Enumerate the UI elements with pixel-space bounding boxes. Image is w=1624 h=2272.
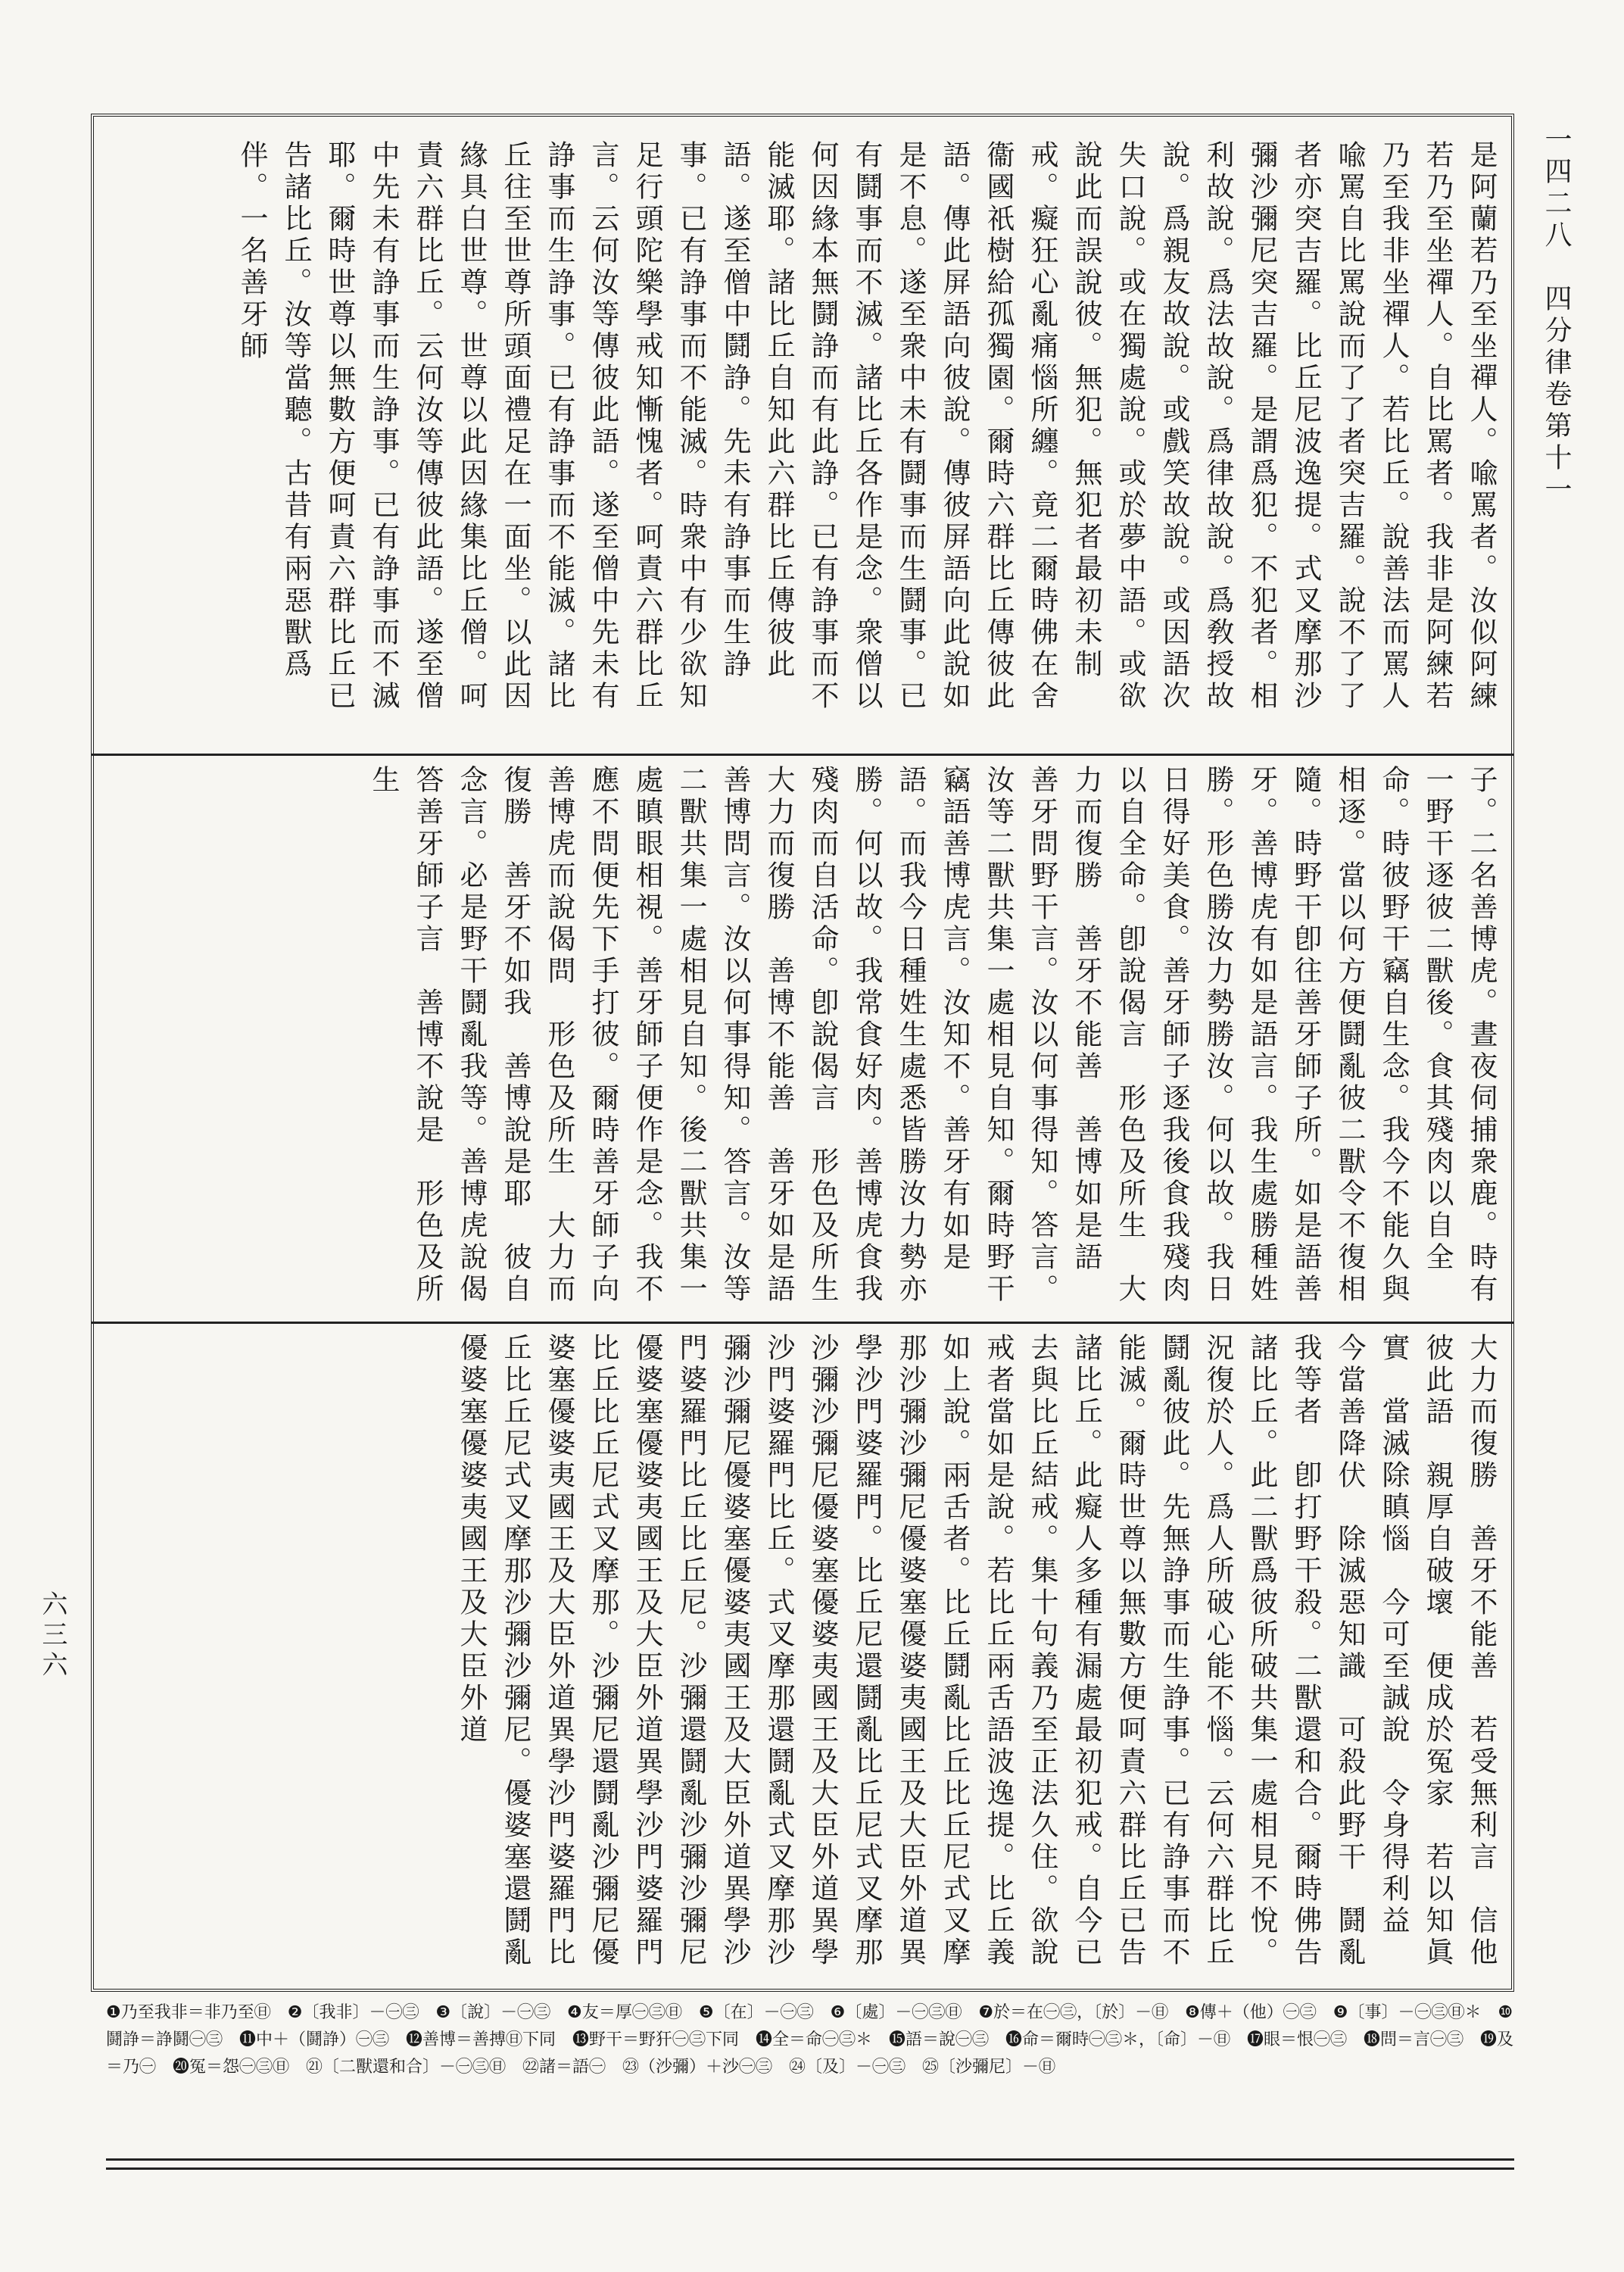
volume-title: 四分律卷第十一 [1541,284,1572,507]
text-block-middle: 子。二名善博虎。晝夜伺捕衆鹿。時有一野干逐彼二獸後。食其殘肉以自全命。時彼野干竊自生念。我今不能久與相逐。當以何方便鬪亂彼二獸令不復相隨。時野干卽往善牙師子所。如是語善牙。善博虎有如是語言。我生處勝種姓勝。形色勝汝力勢勝汝。何以故。我日日得好美食。善牙師子逐我後食我殘肉以自全命。卽說偈言 形色及所生 大力而復勝 善牙不能善 善博如是語 善牙問野干言。汝以何事得知。答言。汝等二獸共集一處相見自知。爾時野干竊語善博虎言。汝知不。善牙有如是語。而我今日種姓生處悉皆勝汝力勢亦勝。何以故。我常食好肉。善博虎食我殘肉而自活命。卽說偈言 形色及所生 大力而復勝 善博不能善 善牙如是語 善博問言。汝以何事得知。答言。汝等二獸共集一處相見自知。後二獸共集一處瞋眼相視。善牙師子便作是念。我不應不問便先下手打彼。爾時善牙師子向善博虎而說偈問 形色及所生 大力而復勝 善牙不如我 善博說是耶 彼自念言。必是野干鬪亂我等。善博虎說偈答善牙師子言 善博不說是 形色及所生 [367,765,1498,1337]
page-header-number-title [1537,125,1576,507]
textual-notes: ❶乃至我非＝非乃至㊐ ❷〔我非〕－㊀㊂ ❸〔說〕－㊀㊂ ❹友＝厚㊀㊂㊐ ❺〔在〕－㊀㊂ ❻〔處〕－㊀㊂㊐ ❼於＝在㊀㊂，〔於〕－㊐ ❽傳＋（他）㊀㊂ ❾〔事〕－㊀㊂㊐＊ ❿鬪諍＝諍鬪㊀㊂ ⓫中＋（鬪諍）㊀㊂ ⓬善博＝善搏㊐下同 ⓭野干＝野犴㊀㊂下同 ⓮全＝命㊀㊂＊ ⓯語＝說㊀㊂ ⓰命＝爾時㊀㊂＊，〔命〕－㊐ ⓱眼＝恨㊀㊂ ⓲問＝言㊀㊂ ⓳及＝乃㊀ ⓴冤＝怨㊀㊂㊐ ㉑〔二獸還和合〕－㊀㊂㊐ ㉒諸＝語㊀ ㉓（沙彌）＋沙㊀㊂ ㉔〔及〕－㊀㊂ ㉕〔沙彌尼〕－㊐ [106,2003,1514,2077]
page-number: 一四二八 [1541,125,1572,252]
side-page-number: 六三六 [37,1590,67,1681]
section-divider [91,1322,1514,1324]
bottom-rule [106,2167,1514,2170]
text-block-upper: 是阿蘭若乃至坐禪人。喩罵者。汝似阿練若乃至坐禪人。自比罵者。我非是阿練若乃至我非坐禪人。若比丘。說善法而罵人喩罵自比罵說而了了者突吉羅。說不了了者亦突吉羅。比丘尼波逸提。式叉摩那沙彌沙彌尼突吉羅。是謂爲犯。不犯者。相利故說。爲法故說。爲律故說。爲敎授故說。爲親友故說。或戲笑故說。或因語次失口說。或在獨處說。或於夢中語。或欲說此而誤說彼。無犯。無犯者最初未制戒。癡狂心亂痛惱所纏。竟二爾時佛在舍衞國祇樹給孤獨園。爾時六群比丘傳彼此語。傳此屏語向彼說。傳彼屏語向此說如是不息。遂至衆中未有鬪事而生鬪事。已有鬪事而不滅。諸比丘各作是念。衆僧以何因緣本無鬪諍而有此諍。已有諍事而不能滅耶。諸比丘自知此六群比丘傳彼此語。遂至僧中鬪諍。先未有諍事而生諍事。已有諍事而不能滅。時衆中有少欲知足行頭陀樂學戒知慚愧者。呵責六群比丘言。云何汝等傳彼此語。遂至僧中先未有諍事而生諍事。已有諍事而不能滅。諸比丘往至世尊所頭面禮足在一面坐。以此因緣具白世尊。世尊以此因緣集比丘僧。呵責六群比丘。云何汝等傳彼此語。遂至僧中先未有諍事而生諍事。已有諍事而不滅耶。爾時世尊以無數方便呵責六群比丘已告諸比丘。汝等當聽。古昔有兩惡獸爲伴。一名善牙師 [235,140,1498,713]
bottom-rule [106,2158,1514,2161]
text-block-lower: 大力而復勝 善牙不能善 若受無利言 信他彼此語 親厚自破壞 便成於冤家 若以知眞實 當滅除瞋惱 今可至誠說 令身得利益 今當善降伏 除滅惡知識 可殺此野干 鬪亂我等者 卽打野干殺。二獸還和合。爾時佛告諸比丘。此二獸爲彼所破共集一處相見不悅。況復於人。爲人所破心能不惱。云何六群比丘鬪亂彼此。先無諍事而生諍事。已有諍事而不能滅。爾時世尊以無數方便呵責六群比丘已告諸比丘。此癡人多種有漏處最初犯戒。自今已去與比丘結戒。集十句義乃至正法久住。欲說戒者當如是說。若比丘兩舌語波逸提。比丘義如上說。兩舌者。比丘鬪亂比丘比丘尼式叉摩那沙彌沙彌尼優婆塞優婆夷國王及大臣外道異學沙門婆羅門。比丘尼還鬪亂比丘尼式叉摩那沙彌沙彌尼優婆塞優婆夷國王及大臣外道異學沙門婆羅門比丘。式叉摩那還鬪亂式叉摩那沙彌沙彌尼優婆塞優婆夷國王及大臣外道異學沙門婆羅門比丘比丘尼。沙彌還鬪亂沙彌沙彌尼優婆塞優婆夷國王及大臣外道異學沙門婆羅門比丘比丘尼式叉摩那。沙彌尼還鬪亂沙彌尼優婆塞優婆夷國王及大臣外道異學沙門婆羅門比丘比丘尼式叉摩那沙彌沙彌尼。優婆塞還鬪亂優婆塞優婆夷國王及大臣外道 [455,1333,1498,1969]
section-divider [91,754,1514,756]
